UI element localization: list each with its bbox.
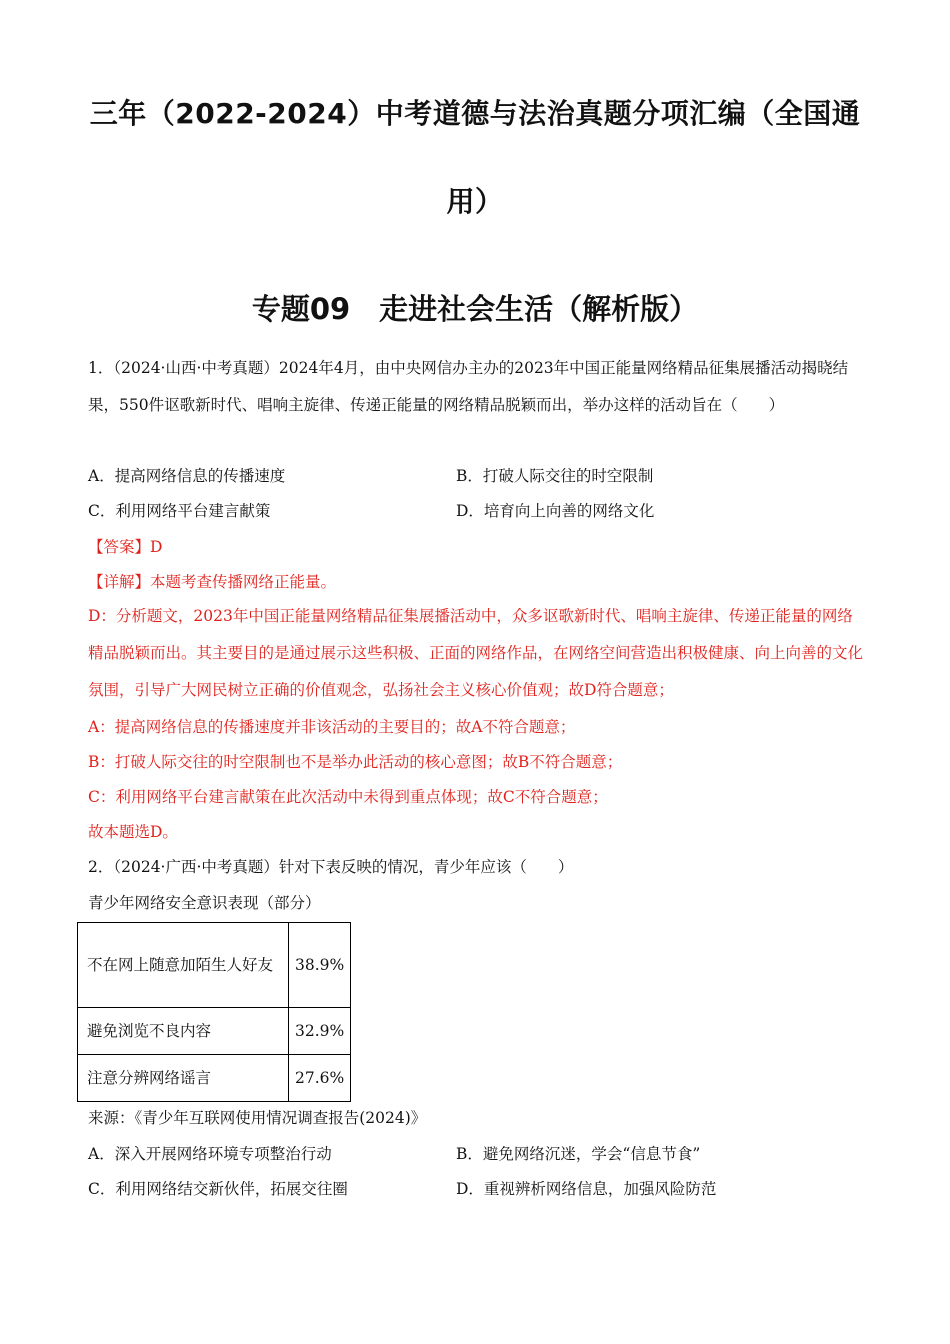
- analysis-a: A：提高网络信息的传播速度并非该活动的主要目的；故A不符合题意；: [88, 718, 576, 736]
- table-cell-label: 避免浏览不良内容: [78, 1008, 289, 1055]
- table-source: 来源：《青少年互联网使用情况调查报告(2024)》: [88, 1109, 427, 1127]
- analysis-c: C：利用网络平台建言献策在此次活动中未得到重点体现；故C不符合题意；: [88, 788, 608, 806]
- question-1-option-a: A．提高网络信息的传播速度: [88, 467, 286, 485]
- table-row: [78, 1008, 351, 1055]
- table-cell-label: 注意分辨网络谣言: [78, 1055, 289, 1102]
- question-1-detail: 【详解】本题考查传播网络正能量。: [88, 573, 337, 591]
- question-2-stem: 2．（2024·广西·中考真题）针对下表反映的情况，青少年应该（ ）: [88, 858, 574, 876]
- question-2-option-d: D．重视辨析网络信息，加强风险防范: [456, 1180, 717, 1198]
- question-2-option-a: A．深入开展网络环境专项整治行动: [88, 1145, 332, 1163]
- question-1-answer: 【答案】D: [88, 538, 163, 556]
- table-row: [78, 923, 351, 1008]
- question-1-option-c: C．利用网络平台建言献策: [88, 502, 271, 520]
- analysis-b: B：打破人际交往的时空限制也不是举办此活动的核心意图；故B不符合题意；: [88, 753, 623, 771]
- table-cell-value: 27.6%: [289, 1055, 351, 1102]
- question-1-option-d: D．培育向上向善的网络文化: [456, 502, 655, 520]
- question-1-option-b: B．打破人际交往的时空限制: [456, 467, 654, 485]
- question-2-option-c: C．利用网络结交新伙伴，拓展交往圈: [88, 1180, 348, 1198]
- table-caption: 青少年网络安全意识表现（部分）: [88, 894, 321, 912]
- document-title: 三年（2022-2024）中考道德与法治真题分项汇编（全国通用）: [89, 97, 861, 218]
- topic-title: 专题09 走进社会生活（解析版）: [251, 292, 699, 326]
- question-1-stem: 1．（2024·山西·中考真题）2024年4月，由中央网信办主办的2023年中国正能量网络精品征集展播活动揭晓结果，550件讴歌新时代、唱响主旋律、传递正能量的网络精品脱颖而出，举办这样的活动旨在（ ）: [88, 359, 849, 414]
- analysis-d: D：分析题文，2023年中国正能量网络精品征集展播活动中，众多讴歌新时代、唱响主旋律、传递正能量的网络精品脱颖而出。其主要目的是通过展示这些积极、正面的网络作品，在网络空间营造出积极健康、向上向善的文化氛围，引导广大网民树立正确的价值观念，弘扬社会主义核心价值观；故D符合题意；: [88, 607, 864, 699]
- table-cell-label: 不在网上随意加陌生人好友: [78, 923, 289, 1008]
- analysis-conclusion: 故本题选D。: [88, 823, 178, 841]
- table-row: [78, 1055, 351, 1102]
- question-2-option-b: B．避免网络沉迷，学会“信息节食”: [456, 1145, 701, 1163]
- table-cell-value: 32.9%: [289, 1008, 351, 1055]
- table-cell-value: 38.9%: [289, 923, 351, 1008]
- survey-table: [77, 922, 351, 1102]
